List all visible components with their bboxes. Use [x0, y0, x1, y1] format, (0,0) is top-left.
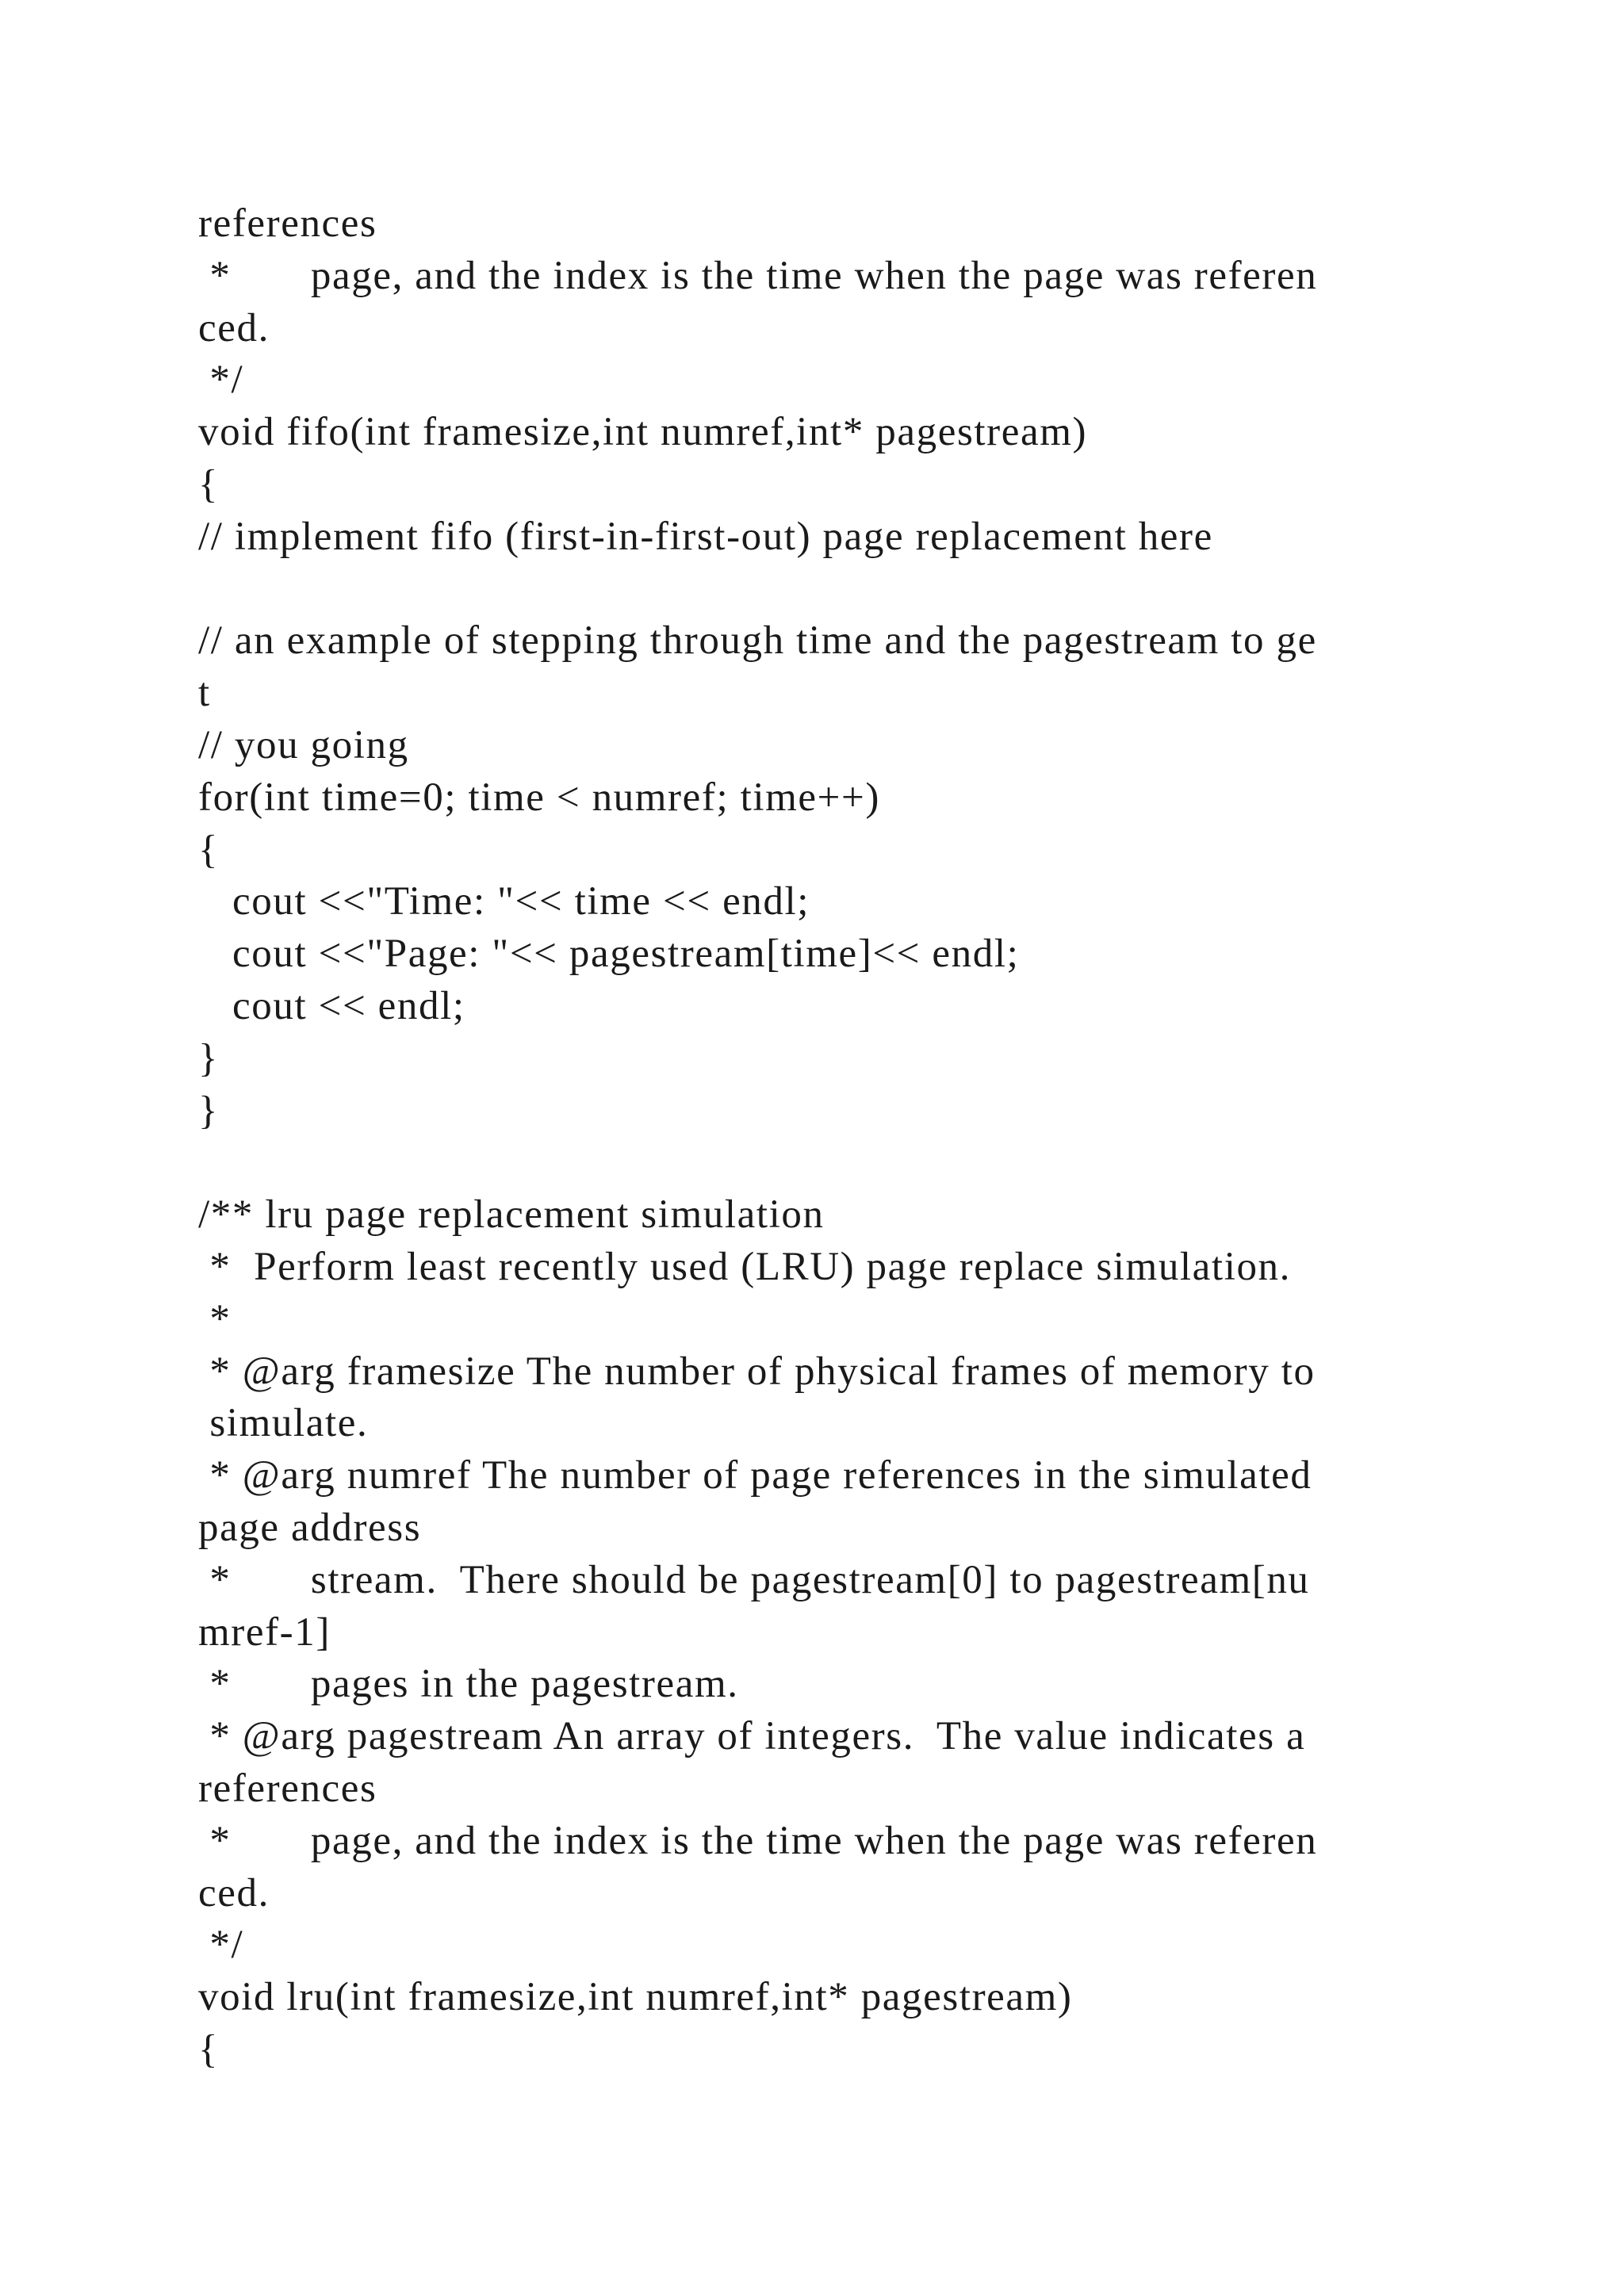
text-line: page address — [198, 1505, 422, 1550]
text-line: * page, and the index is the time when the page was referen — [198, 1818, 1318, 1863]
text-line: cout << endl; — [198, 983, 465, 1028]
text-line: cout <<"Time: "<< time << endl; — [198, 879, 810, 924]
text-line: ced. — [198, 305, 270, 350]
text-line: references — [198, 201, 377, 246]
text-line: * page, and the index is the time when the page was referen — [198, 253, 1318, 298]
text-line: simulate. — [198, 1401, 369, 1446]
text-line: // you going — [198, 722, 409, 767]
text-line: /** lru page replacement simulation — [198, 1192, 825, 1238]
blank-line — [198, 1137, 1507, 1189]
text-line: { — [198, 461, 220, 507]
text-line: * pages in the pagestream. — [198, 1662, 739, 1707]
text-line: } — [198, 1088, 220, 1133]
text-line: */ — [198, 1923, 244, 1968]
text-line: void lru(int framesize,int numref,int* pagestream) — [198, 1975, 1073, 2020]
code-text-block — [198, 198, 1507, 2076]
text-line: * — [198, 1296, 232, 1341]
text-line: ced. — [198, 1870, 270, 1915]
text-line: } — [198, 1035, 220, 1081]
text-line: * stream. There should be pagestream[0] to pagestream[nu — [198, 1557, 1310, 1602]
text-line: for(int time=0; time < numref; time++) — [198, 775, 880, 820]
blank-line — [198, 564, 1507, 616]
text-line: // an example of stepping through time and the pagestream to ge — [198, 618, 1317, 664]
text-line: t — [198, 671, 211, 716]
text-line: void fifo(int framesize,int numref,int* pagestream) — [198, 410, 1088, 455]
text-line: { — [198, 2026, 220, 2072]
text-line: * @arg framesize The number of physical frames of memory to — [198, 1349, 1316, 1394]
text-line: * @arg pagestream An array of integers. The value indicates a — [198, 1714, 1306, 1759]
text-line: * Perform least recently used (LRU) page replace simulation. — [198, 1244, 1292, 1289]
text-line: * @arg numref The number of page references in the simulated — [198, 1453, 1312, 1498]
text-line: */ — [198, 358, 244, 403]
text-line: // implement fifo (first-in-first-out) page replacement here — [198, 514, 1213, 559]
text-line: references — [198, 1766, 377, 1811]
text-line: mref-1] — [198, 1609, 331, 1655]
text-line: { — [198, 827, 220, 872]
text-line: cout <<"Page: "<< pagestream[time]<< endl; — [198, 932, 1020, 977]
